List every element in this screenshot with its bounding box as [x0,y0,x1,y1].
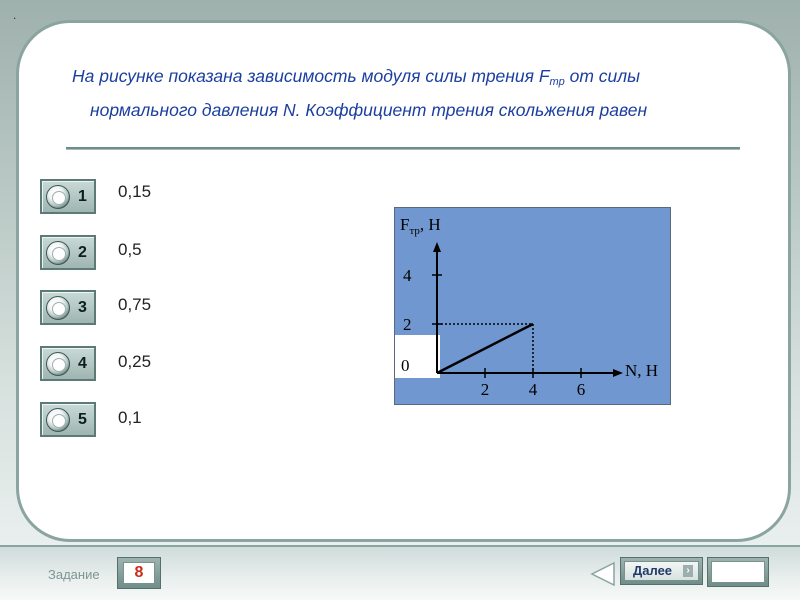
option-text-3: 0,75 [118,295,152,314]
question-line2: нормального давления N. Коэффициент трения скольжения равен [90,100,648,120]
radio-icon [46,185,70,209]
option-number: 1 [78,188,87,205]
question-line1-prefix: На рисунке показана зависимость модуля силы трения F [72,66,550,86]
radio-icon [46,296,70,320]
option-button-3[interactable] [40,290,96,325]
question-text [72,62,762,124]
option-number: 3 [78,299,87,316]
origin-label: 0 [401,356,410,375]
series-line [437,324,533,373]
radio-icon [46,352,70,376]
option-button-2[interactable] [40,235,96,270]
x-axis-arrow [613,369,623,377]
task-number: 8 [123,562,155,584]
corner-mark: . [13,8,17,22]
blank-button-face [711,561,765,583]
blank-button[interactable] [707,557,769,587]
option-button-1[interactable] [40,179,96,214]
option-number: 5 [78,411,87,428]
option-text-4: 0,25 [118,352,152,371]
task-number-box [117,557,161,589]
chart-svg [395,208,672,406]
radio-icon [46,408,70,432]
question-subscript: тр [549,76,565,88]
y-tick-label: 2 [403,315,412,334]
y-tick-label: 4 [403,266,412,285]
option-button-5[interactable] [40,402,96,437]
friction-chart [394,207,671,405]
next-button[interactable] [620,557,703,585]
x-tick-label: 6 [576,380,586,399]
x-axis-label: N, Н [625,361,659,380]
x-tick-label: 4 [528,380,538,399]
task-label: Задание [48,567,100,582]
option-text-5: 0,1 [118,408,142,427]
option-text-2: 0,5 [118,240,142,259]
chevron-right-icon: › [683,565,693,577]
option-button-4[interactable] [40,346,96,381]
option-text-1: 0,15 [118,182,152,201]
option-number: 2 [78,244,87,261]
question-line1-suffix: от силы [564,66,640,86]
chart-panel-band [395,328,440,335]
back-arrow-icon[interactable] [590,562,616,586]
radio-icon [46,241,70,265]
divider [66,147,740,150]
next-button-label: Далее [633,563,673,578]
x-tick-label: 2 [480,380,490,399]
option-number: 4 [78,355,87,372]
y-axis-label: $F_{тр}$, Н [400,215,441,237]
